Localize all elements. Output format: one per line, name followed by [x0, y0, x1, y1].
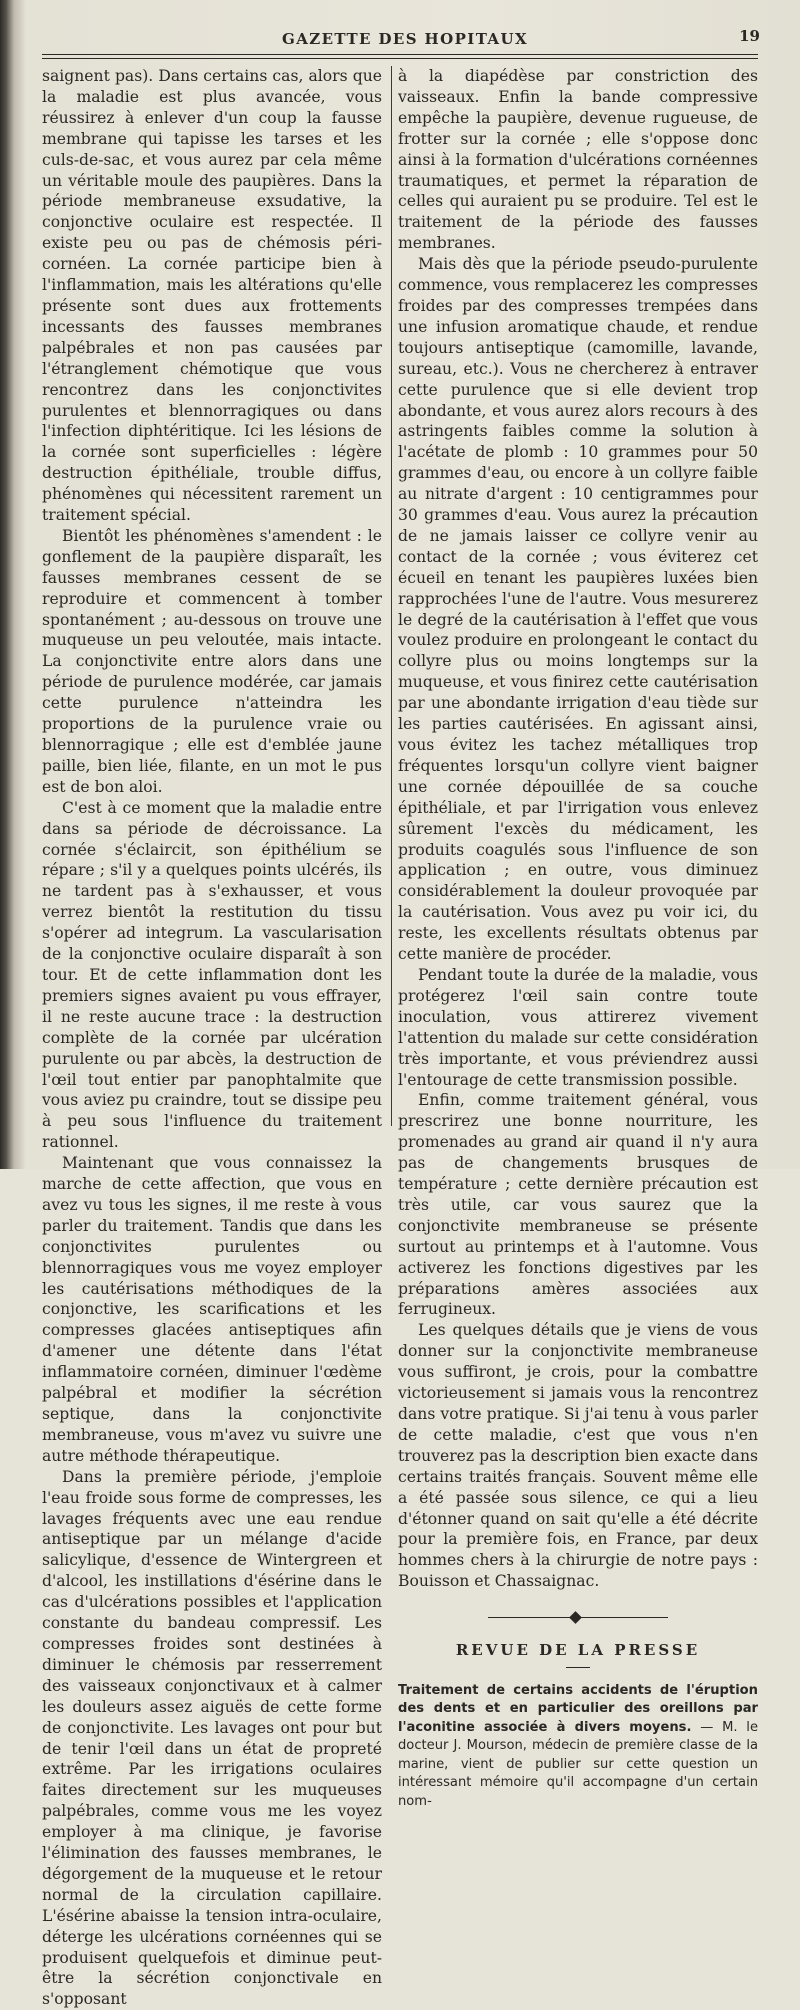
paragraph: saignent pas). Dans certains cas, alors que la maladie est plus avancée, vous réussirez à enlever d'un coup la fausse membrane qui tapisse les tarses et les culs-de-sac, et vous aurez par cela même un véritable moule des paupières. Dans la période membraneuse exsudative, la conjonctive oculaire est respectée. Il existe peu ou pas de chémosis péri-cornéen. La cornée participe bien à l'inflammation, mais les altérations qu'elle présente sont dues aux frottements incessants des fausses membranes palpébrales et non pas causées par l'étranglement chémotique que vous rencontrez dans les conjonctivites purulentes et blennorragiques ou dans l'infection diphtéritique. Ici les lésions de la cornée sont superficielles : légère destruction épithéliale, trouble diffus, phénomènes qui nécessitent rarement un traitement spécial.	[42, 67, 382, 525]
section-title: REVUE DE LA PRESSE	[455, 1641, 701, 1660]
running-title: GAZETTE DES HOPITAUX	[281, 30, 528, 48]
paragraph: Les quelques détails que je viens de vous donner sur la conjonctivite membraneuse vous suffiront, je crois, pour la combattre victorieusement si jamais vous la rencontrez dans votre pratique. Si j'ai tenu à vous parler de cette maladie, c'est que vous n'en trouverez pas la description bien exacte dans certains traités français. Souvent même elle a été passée sous silence, ce qui a lieu d'étonner quand on sait qu'elle a été décrite pour la première fois, en France, par deux hommes chers à la chirurgie de notre pays : Bouisson et Chassaignac.	[398, 1321, 758, 1591]
left-column	[42, 66, 382, 2010]
press-article-heading: Traitement de certains accidents de l'éruption des dents et en particulier des oreillons par l'aconitine associée à divers moyens.	[398, 1683, 758, 1735]
section-separator	[488, 1612, 668, 1624]
paragraph: Bientôt les phénomènes s'amendent : le gonflement de la paupière disparaît, les fausses membranes cessent de se reproduire et commencent à tomber spontanément ; au-dessous on trouve une muqueuse un peu veloutée, mais intacte. La conjonctivite entre alors dans une période de purulence modérée, car jamais cette purulence n'atteindra les proportions de la purulence vraie ou blennorragique ; elle est d'emblée jaune paille, bien liée, filante, en un mot le pus est de bon aloi.	[42, 526, 382, 796]
header-rule	[42, 54, 758, 55]
title-underline	[566, 1667, 590, 1668]
right-column	[398, 66, 758, 1811]
press-article	[398, 1682, 758, 1811]
column-divider	[391, 66, 392, 1126]
paragraph: Enfin, comme traitement général, vous prescrirez une bonne nourriture, les promenades au grand air quand il n'y aura pas de changements brusques de température ; cette dernière précaution est très utile, car vous saurez que la conjonctivite membraneuse se présente surtout au printemps et à l'automne. Vous activerez les fonctions digestives par les préparations amères associées aux ferrugineux.	[398, 1091, 758, 1319]
paragraph: C'est à ce moment que la maladie entre dans sa période de décroissance. La cornée s'éclaircit, son épithélium se répare ; s'il y a quelques points ulcérés, ils ne tardent pas à s'exhausser, et vous verrez bientôt la restitution du tissu s'opérer ad integrum. La vascularisation de la conjonctive oculaire disparaît à son tour. Et de cette inflammation dont les premiers signes avaient pu vous effrayer, il ne reste aucune trace : la destruction complète de la cornée par ulcération purulente ou par abcès, la destruction de l'œil tout entier par panophtalmite que vous aviez pu craindre, tout se dissipe peu à peu sous l'influence du traitement rationnel.	[42, 798, 382, 1152]
paragraph: Pendant toute la durée de la maladie, vous protégerez l'œil sain contre toute inoculation, vous attirerez vivement l'attention du malade sur cette considération très importante, et vous préviendrez aussi l'entourage de cette transmission possible.	[398, 965, 758, 1089]
paragraph: Maintenant que vous connaissez la marche de cette affection, que vous en avez vu tous les signes, il me reste à vous parler du traitement. Tandis que dans les conjonctivites purulentes ou blennorragiques vous me voyez employer les cautérisations méthodiques de la conjonctive, les scarifications et les compresses glacées antiseptiques afin d'amener une détente dans l'état inflammatoire cornéen, diminuer l'œdème palpébral et modifier la sécrétion septique, dans la conjonctivite membraneuse, vous m'avez vu suivre une autre méthode thérapeutique.	[42, 1154, 382, 1465]
paragraph: Dans la première période, j'emploie l'eau froide sous forme de compresses, les lavages fréquents avec une eau rendue antiseptique par un mélange d'acide salicylique, d'essence de Wintergreen et d'alcool, les instillations d'ésérine dans le cas d'ulcérations possibles et l'application constante du bandeau compressif. Les compresses froides sont destinées à diminuer le chémosis par resserrement des vaisseaux conjonctivaux et à calmer les douleurs assez aiguës de cette forme de conjonctivite. Les lavages ont pour but de tenir l'œil dans un état de propreté extrême. Par les irrigations oculaires faites directement sur les muqueuses palpébrales, comme vous me les voyez employer à ma clinique, je favorise l'élimination des fausses membranes, le dégorgement de la muqueuse et le retour normal de la circulation capillaire. L'ésérine abaisse la tension intra-oculaire, déterge les ulcérations cornéennes qui se produisent quelquefois et diminue peut-être la sécrétion conjonctivale en s'opposant	[42, 1467, 382, 2009]
header-rule-thin	[42, 58, 758, 59]
press-article-text: — M. le docteur J. Mourson, médecin de première classe de la marine, vient de publier sur cette question un intéressant mémoire qu'il accompagne d'un certain nom-	[398, 1719, 759, 1809]
paragraph: à la diapédèse par constriction des vaisseaux. Enfin la bande compressive empêche la paupière, devenue rugueuse, de frotter sur la cornée ; elle s'oppose donc ainsi à la formation d'ulcérations cornéennes traumatiques, et permet la réparation de celles qui auraient pu se produire. Tel est le traitement de la période des fausses membranes.	[398, 67, 758, 253]
paragraph: Mais dès que la période pseudo-purulente commence, vous remplacerez les compresses froides par des compresses trempées dans une infusion aromatique chaude, et rendue toujours antiseptique (camomille, lavande, sureau, etc.). Vous ne chercherez à entraver cette purulence que si elle devient trop abondante, et vous aurez alors recours à des astringents faibles comme la solution à l'acétate de plomb : 10 grammes pour 50 grammes d'eau, ou encore à un collyre faible au nitrate d'argent : 10 centigrammes pour 30 grammes d'eau. Vous aurez la précaution de ne jamais laisser ce collyre venir au contact de la cornée ; vous éviterez cet écueil en tenant les paupières luxées bien rapprochées l'une de l'autre. Vous mesurerez le degré de la cautérisation à l'effet que vous voulez produire en prolongeant le contact du collyre plus ou moins longtemps sur la muqueuse, et vous finirez cette cautérisation par une abondante irrigation d'eau tiède sur les parties cautérisées. En agissant ainsi, vous évitez les tachez métalliques trop fréquentes lorsqu'un collyre vient baigner une cornée dépouillée de sa couche épithéliale, et par l'irrigation vous enlevez sûrement l'excès du médicament, les produits coagulés sous l'influence de son application ; en outre, vous diminuez considérablement la douleur provoquée par la cautérisation. Vous avez pu voir ici, du reste, les excellents résultats obtenus par cette manière de procéder.	[398, 255, 758, 964]
page-number: 19	[739, 27, 760, 45]
